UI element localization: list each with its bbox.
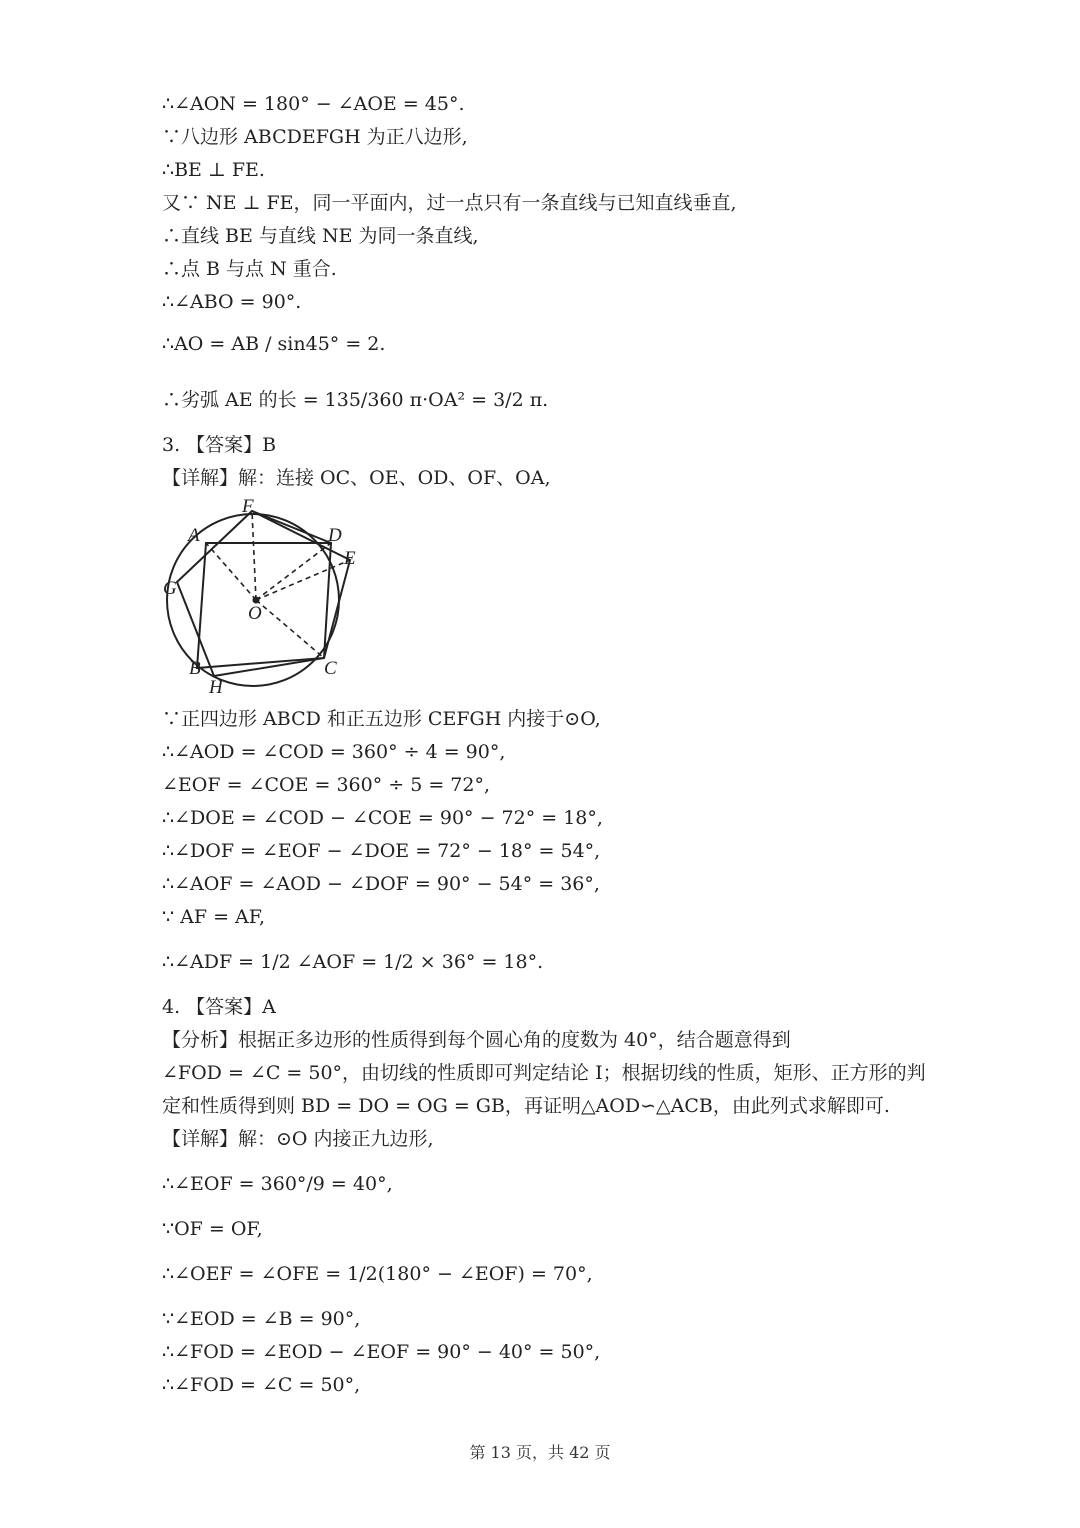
- line-29: ∴∠FOD = ∠EOD − ∠EOF = 90° − 40° = 50°,: [162, 1341, 601, 1363]
- line-18: ∵ AF = AF,: [162, 906, 266, 928]
- line-8: ∴AO = AB / sin45° = 2.: [162, 333, 386, 355]
- label-c: C: [324, 658, 337, 679]
- label-f: F: [242, 496, 254, 517]
- line-16: ∴∠DOF = ∠EOF − ∠DOE = 72° − 18° = 54°,: [162, 840, 601, 862]
- label-e: E: [344, 548, 356, 569]
- line-24: 【详解】解：⊙O 内接正九边形,: [162, 1128, 434, 1150]
- answer-4: 4. 【答案】A: [162, 996, 276, 1018]
- label-b: B: [189, 658, 201, 679]
- segment-fd: [252, 511, 331, 543]
- line-23: 定和性质得到则 BD = DO = OG = GB，再证明△AOD∽△ACB，由此列式求解即可.: [162, 1095, 890, 1117]
- line-26: ∵OF = OF,: [162, 1218, 263, 1240]
- line-9: ∴劣弧 AE 的长 = 135/360 π·OA² = 3/2 π.: [162, 389, 549, 411]
- label-h: H: [209, 677, 223, 694]
- line-12: ∵正四边形 ABCD 和正五边形 CEFGH 内接于⊙O,: [162, 708, 601, 730]
- answer-3: 3. 【答案】B: [162, 434, 277, 456]
- label-a: A: [188, 525, 200, 546]
- line-21: 【分析】根据正多边形的性质得到每个圆心角的度数为 40°，结合题意得到: [162, 1029, 791, 1051]
- line-22: ∠FOD = ∠C = 50°，由切线的性质即可判定结论 I；根据切线的性质，矩形、正方形的判: [162, 1062, 926, 1084]
- line-3: ∴BE ⊥ FE.: [162, 159, 265, 181]
- line-13: ∴∠AOD = ∠COD = 360° ÷ 4 = 90°,: [162, 741, 506, 763]
- label-o: O: [248, 603, 262, 624]
- line-25: ∴∠EOF = 360°/9 = 40°,: [162, 1173, 393, 1195]
- line-15: ∴∠DOE = ∠COD − ∠COE = 90° − 72° = 18°,: [162, 807, 603, 829]
- label-g: G: [163, 578, 177, 599]
- line-11: 【详解】解：连接 OC、OE、OD、OF、OA,: [162, 467, 551, 489]
- line-17: ∴∠AOF = ∠AOD − ∠DOF = 90° − 54° = 36°,: [162, 873, 600, 895]
- line-6: ∴点 B 与点 N 重合.: [162, 258, 337, 280]
- line-7: ∴∠ABO = 90°.: [162, 291, 302, 313]
- geometry-figure: [160, 494, 360, 694]
- square-abcd: [197, 543, 331, 668]
- line-4: 又∵ NE ⊥ FE，同一平面内，过一点只有一条直线与已知直线垂直,: [162, 192, 737, 214]
- line-27: ∴∠OEF = ∠OFE = 1/2(180° − ∠EOF) = 70°,: [162, 1263, 593, 1285]
- line-5: ∴直线 BE 与直线 NE 为同一条直线,: [162, 225, 479, 247]
- line-1: ∴∠AON = 180° − ∠AOE = 45°.: [162, 93, 465, 115]
- line-28: ∵∠EOD = ∠B = 90°,: [162, 1308, 361, 1330]
- page-footer: 第 13 页，共 42 页: [469, 1443, 611, 1462]
- line-14: ∠EOF = ∠COE = 360° ÷ 5 = 72°,: [162, 774, 491, 796]
- line-2: ∵八边形 ABCDEFGH 为正八边形,: [162, 126, 468, 148]
- label-d: D: [328, 525, 342, 546]
- line-19: ∴∠ADF = 1/2 ∠AOF = 1/2 × 36° = 18°.: [162, 951, 544, 973]
- line-30: ∴∠FOD = ∠C = 50°,: [162, 1374, 361, 1396]
